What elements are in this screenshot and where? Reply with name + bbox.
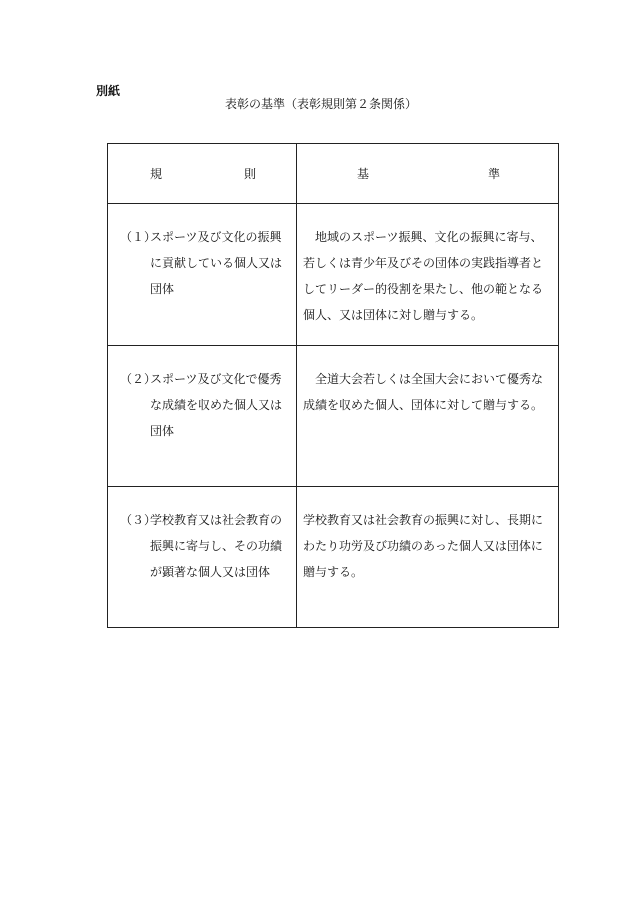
rule-number: （３） bbox=[120, 513, 157, 527]
header-standard bbox=[297, 144, 559, 204]
header-rule-char-2: 則 bbox=[243, 167, 256, 181]
table-row bbox=[108, 487, 559, 628]
standard-cell bbox=[297, 204, 559, 346]
rule-text: スポーツ及び文化の振興に貢献している個人又は団体 bbox=[150, 230, 283, 296]
standard-text: 全道大会若しくは全国大会において優秀な成績を収めた個人、団体に対して贈与する。 bbox=[303, 372, 544, 412]
standard-cell bbox=[297, 346, 559, 487]
standard-text: 地域のスポーツ振興、文化の振興に寄与、若しくは青少年及びその団体の実践指導者としてリーダー的役割を果たし、他の範となる個人、又は団体に対し贈与する。 bbox=[303, 230, 544, 322]
table-row bbox=[108, 346, 559, 487]
rule-number: （１） bbox=[120, 230, 157, 244]
document-title: 表彰の基準（表彰規則第２条関係） bbox=[224, 97, 417, 111]
rule-cell bbox=[108, 346, 297, 487]
criteria-table bbox=[107, 143, 559, 628]
rule-cell bbox=[108, 487, 297, 628]
rule-text: 学校教育又は社会教育の振興に寄与し、その功績が顕著な個人又は団体 bbox=[150, 513, 283, 579]
table-header-row bbox=[108, 144, 559, 204]
standard-cell bbox=[297, 487, 559, 628]
rule-cell bbox=[108, 204, 297, 346]
standard-text: 学校教育又は社会教育の振興に対し、長期にわたり功労及び功績のあった個人又は団体に贈与する。 bbox=[303, 513, 544, 579]
table-row bbox=[108, 204, 559, 346]
appendix-label: 別紙 bbox=[96, 84, 121, 98]
header-standard-char-1: 基 bbox=[357, 167, 370, 181]
rule-number: （２） bbox=[120, 372, 157, 386]
header-standard-char-2: 準 bbox=[487, 167, 500, 181]
header-rule bbox=[108, 144, 297, 204]
rule-text: スポーツ及び文化で優秀な成績を収めた個人又は団体 bbox=[150, 372, 283, 438]
header-rule-char-1: 規 bbox=[150, 167, 163, 181]
